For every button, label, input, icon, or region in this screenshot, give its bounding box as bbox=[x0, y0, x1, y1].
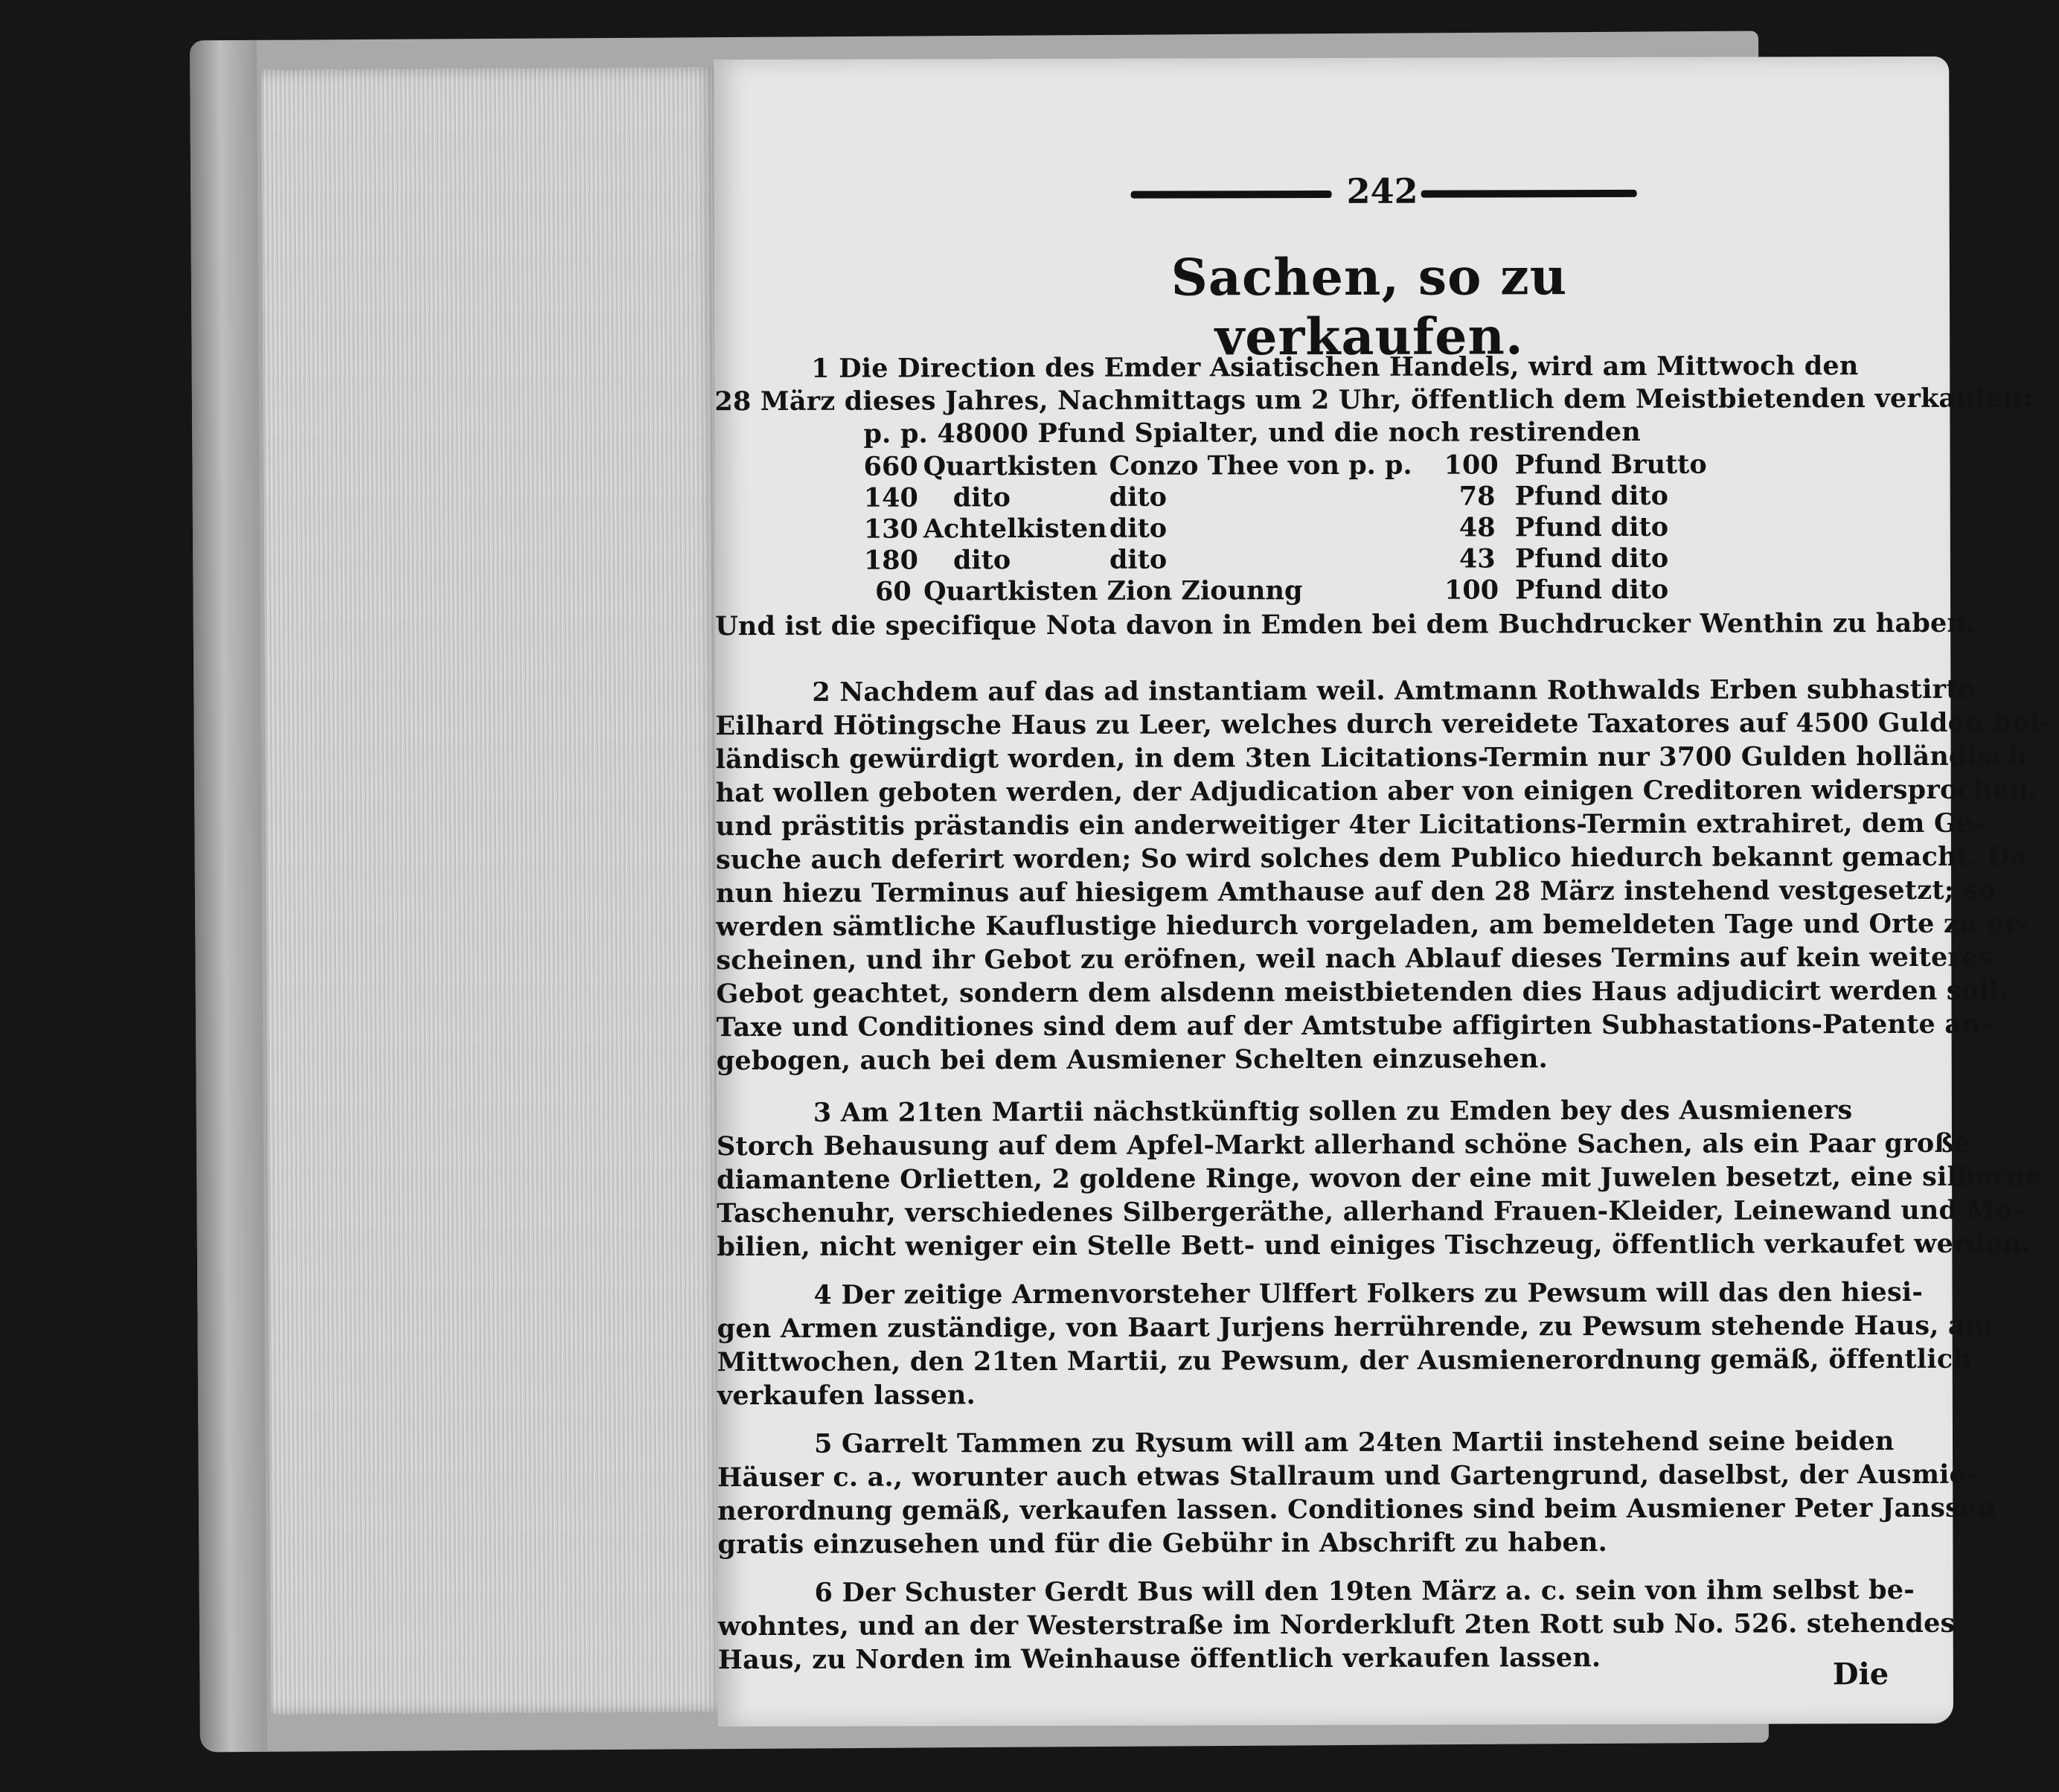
table-cell-weight: 43 bbox=[1458, 543, 1496, 575]
table-cell-measure: Pfund Brutto bbox=[1514, 449, 1707, 481]
notice-5-line: gratis einzusehen und für die Gebühr in Abschrift zu haben. bbox=[717, 1527, 1608, 1561]
notice-2-line: Eilhard Hötingsche Haus zu Leer, welches durch vereidete Taxatores auf 4500 Gulden hol- bbox=[715, 707, 2051, 742]
notice-3-line: Taschenuhr, verschiedenes Silbergeräthe, allerhand Frauen-Kleider, Leinewand und Mo- bbox=[717, 1194, 2024, 1229]
table-cell-measure: Pfund dito bbox=[1514, 574, 1669, 606]
table-cell-unit: Quartkisten Zion Ziounng bbox=[923, 575, 1303, 607]
printed-page bbox=[714, 57, 2051, 1727]
notice-2-line: gebogen, auch bei dem Ausmiener Schelten einzusehen. bbox=[716, 1043, 1549, 1077]
table-cell-desc: Conzo Thee von p. p. bbox=[1109, 449, 1412, 481]
notice-2 bbox=[715, 673, 2051, 1077]
notice-2-line: suche auch deferirt worden; So wird solches dem Publico hiedurch bekannt gemacht. Da bbox=[715, 841, 2028, 876]
notice-5 bbox=[717, 1426, 1996, 1561]
notice-6-line: 6 Der Schuster Gerdt Bus will den 19ten März a. c. sein von ihm selbst be- bbox=[814, 1574, 1915, 1608]
section-title: Sachen, so zu verkaufen. bbox=[1171, 247, 1568, 368]
notice-1-line: 1 Die Direction des Emder Asiatischen Handels, wird am Mittwoch den bbox=[811, 351, 1859, 384]
page-edges bbox=[261, 67, 725, 1715]
notice-4-line: 4 Der zeitige Armenvorsteher Ulffert Folkers zu Pewsum will das den hiesi- bbox=[813, 1276, 1924, 1311]
table-cell-desc: dito bbox=[1109, 544, 1168, 575]
table-cell-qty: 140 bbox=[863, 482, 918, 513]
notice-3-line: bilien, nicht weniger ein Stelle Bett- und einiges Tischzeug, öffentlich verkaufet werden. bbox=[717, 1228, 2031, 1263]
table-cell-desc: dito bbox=[1109, 513, 1168, 544]
book-cover-edge bbox=[190, 40, 267, 1753]
notice-5-line: Häuser c. a., worunter auch etwas Stallraum und Gartengrund, daselbst, der Ausmie- bbox=[717, 1459, 1977, 1494]
table-cell-qty: 130 bbox=[863, 513, 918, 545]
notice-1-line: 28 März dieses Jahres, Nachmittags um 2 Uhr, öffentlich dem Meistbietenden verkaufen: bbox=[714, 383, 2032, 417]
notice-2-line: und prästitis prästandis ein anderweitiger 4ter Licitations-Termin extrahiret, dem Ge- bbox=[715, 807, 1985, 842]
table-cell-unit: Quartkisten bbox=[923, 450, 1098, 482]
notice-5-line: 5 Garrelt Tammen zu Rysum will am 24ten Martii instehend seine beiden bbox=[813, 1426, 1895, 1459]
notice-6-line: Haus, zu Norden im Weinhause öffentlich verkaufen lassen. bbox=[717, 1642, 1601, 1676]
table-cell-qty: 60 bbox=[874, 576, 912, 607]
notice-4 bbox=[717, 1276, 1994, 1412]
table-cell-desc: dito bbox=[1109, 481, 1168, 513]
notice-3-line: Storch Behausung auf dem Apfel-Markt allerhand schöne Sachen, als ein Paar große bbox=[716, 1127, 1971, 1162]
header-rule-right bbox=[1421, 190, 1637, 198]
page-number: 242 bbox=[1346, 170, 1418, 211]
notice-2-line: Gebot geachtet, sondern dem alsdenn meistbietenden dies Haus adjudicirt werden soll. bbox=[716, 975, 2008, 1010]
book-spread bbox=[190, 31, 2051, 1753]
catchword: Die bbox=[1832, 1657, 1889, 1692]
notice-1-line: p. p. 48000 Pfund Spialter, und die noch restirenden bbox=[863, 416, 1641, 449]
notice-2-line: ländisch gewürdigt worden, in dem 3ten Licitations-Termin nur 3700 Gulden holländisch bbox=[715, 740, 2028, 775]
table-cell-measure: Pfund dito bbox=[1514, 511, 1669, 543]
table-cell-weight: 100 bbox=[1444, 449, 1499, 481]
table-cell-qty: 660 bbox=[863, 451, 918, 482]
table-cell-unit: dito bbox=[952, 545, 1011, 576]
notice-4-line: Mittwochen, den 21ten Martii, zu Pewsum, der Ausmienerordnung gemäß, öffentlich bbox=[717, 1343, 1973, 1378]
notice-5-line: nerordnung gemäß, verkaufen lassen. Conditiones sind beim Ausmiener Peter Janssen bbox=[717, 1492, 1996, 1527]
notice-2-line: hat wollen geboten werden, der Adjudication aber von einigen Creditoren widersprochen, bbox=[715, 774, 2038, 809]
notice-3 bbox=[716, 1095, 2042, 1263]
notice-3-line: 3 Am 21ten Martii nächstkünftig sollen zu Emden bey des Ausmieners bbox=[813, 1095, 1853, 1128]
table-cell-weight: 78 bbox=[1458, 481, 1496, 512]
notice-1-closing: Und ist die specifique Nota davon in Emden bei dem Buchdrucker Wenthin zu haben. bbox=[715, 607, 1976, 642]
notice-4-line: gen Armen zuständige, von Baart Jurjens herrührende, zu Pewsum stehende Haus, am bbox=[717, 1310, 1994, 1345]
header-rule-left bbox=[1131, 191, 1332, 199]
table-cell-unit: dito bbox=[952, 482, 1011, 513]
table-cell-unit: Achtelkisten bbox=[923, 513, 1107, 545]
notice-3-line: diamantene Orlietten, 2 goldene Ringe, wovon der eine mit Juwelen besetzt, eine silberne bbox=[717, 1161, 2042, 1196]
notice-2-line: 2 Nachdem auf das ad instantiam weil. Amtmann Rothwalds Erben subhastirte bbox=[812, 673, 1976, 708]
notice-6-line: wohntes, und an der Westerstraße im Norderkluft 2ten Rott sub No. 526. stehendes bbox=[717, 1607, 1956, 1642]
table-cell-measure: Pfund dito bbox=[1514, 543, 1669, 575]
table-cell-weight: 48 bbox=[1458, 512, 1496, 543]
table-cell-measure: Pfund dito bbox=[1514, 480, 1668, 512]
notice-2-line: scheinen, und ihr Gebot zu eröfnen, weil nach Ablauf dieses Termins auf kein weiteres bbox=[716, 941, 1994, 976]
page-header bbox=[1131, 169, 1726, 215]
table-cell-weight: 100 bbox=[1444, 575, 1499, 606]
notice-2-line: nun hiezu Terminus auf hiesigem Amthause auf den 28 März instehend vestgesetzt; so bbox=[716, 874, 1996, 909]
notice-4-line: verkaufen lassen. bbox=[717, 1380, 976, 1412]
table-cell-qty: 180 bbox=[863, 545, 919, 576]
notice-2-line: Taxe und Conditiones sind dem auf der Amtstube affigirten Subhastations-Patente an- bbox=[716, 1008, 1992, 1043]
notice-2-line: werden sämtliche Kauflustige hiedurch vorgeladen, am bemeldeten Tage und Orte zu er- bbox=[716, 908, 2028, 943]
